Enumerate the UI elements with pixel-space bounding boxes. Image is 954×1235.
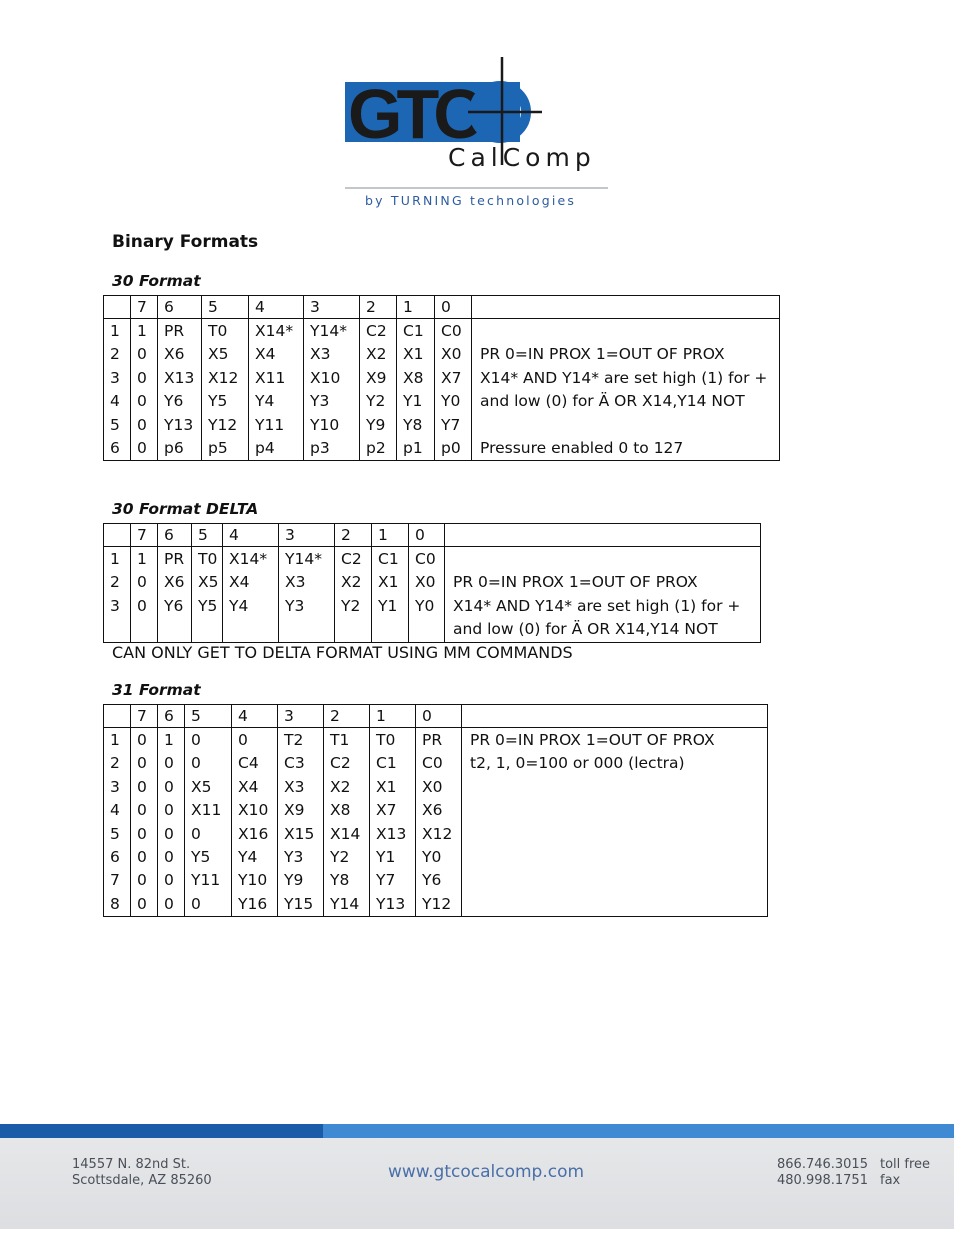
header-cell: [104, 524, 131, 547]
bit-cell: X13: [376, 824, 407, 843]
bit-column: [232, 728, 278, 917]
bit-cell: X2: [341, 573, 362, 592]
bit-cell: X14: [330, 824, 361, 843]
bit-cell: 0: [137, 894, 147, 913]
bit-cell: X6: [164, 345, 185, 364]
header-cell: 2: [335, 524, 372, 547]
bit-cell: Y13: [376, 894, 406, 913]
bit-cell: 1: [164, 731, 174, 749]
bit-cell: Y7: [376, 871, 396, 890]
table-title-30-format: 30 Format: [112, 272, 201, 290]
footer-phone-labels: toll free fax: [880, 1157, 931, 1188]
bit-cell: p1: [403, 439, 423, 458]
bit-cell: C0: [441, 322, 462, 340]
header-cell: 2: [360, 296, 397, 319]
header-cell: 5: [202, 296, 249, 319]
description-line: [480, 414, 771, 437]
bit-cell: 5: [110, 415, 120, 434]
header-cell: 1: [370, 705, 416, 728]
gtco-calcomp-logo: [340, 55, 620, 215]
bit-column: [335, 547, 372, 643]
bit-cell: X12: [422, 824, 453, 843]
bit-cell: 0: [137, 777, 147, 796]
description-cell: [472, 319, 780, 461]
description-line: and low (0) for Ä OR X14,Y14 NOT: [480, 392, 745, 411]
table-header-row: [104, 524, 761, 547]
bit-cell: Y13: [164, 415, 194, 434]
bit-column: [104, 728, 131, 917]
header-cell: 4: [223, 524, 279, 547]
header-cell: 2: [324, 705, 370, 728]
bit-cell: Y5: [208, 392, 228, 411]
bit-cell: Y3: [310, 392, 330, 411]
bit-cell: X4: [238, 777, 259, 796]
bit-cell: Y3: [285, 596, 305, 615]
bit-cell: X1: [376, 777, 397, 796]
bit-cell: p5: [208, 439, 228, 458]
bit-column: [416, 728, 462, 917]
bit-cell: Y0: [441, 392, 461, 411]
bit-cell: Y3: [284, 848, 304, 867]
header-cell: 4: [232, 705, 278, 728]
bit-cell: p0: [441, 439, 461, 458]
bit-cell: Y5: [198, 596, 218, 615]
bit-cell: 2: [110, 573, 120, 592]
bit-cell: X14*: [255, 322, 294, 340]
bit-cell: C1: [378, 550, 399, 568]
bit-cell: C4: [238, 754, 259, 773]
description-line: X14* AND Y14* are set high (1) for +: [453, 596, 741, 615]
bit-cell: X10: [238, 801, 269, 820]
description-line: t2, 1, 0=100 or 000 (lectra): [470, 754, 685, 773]
table-body-row: [104, 728, 768, 917]
page-footer: [0, 1124, 954, 1235]
bit-cell: T2: [284, 731, 304, 749]
bit-cell: Y9: [284, 871, 304, 890]
bit-column: [158, 319, 202, 461]
bit-cell: p4: [255, 439, 275, 458]
bit-column: [131, 728, 158, 917]
bit-cell: X1: [378, 573, 399, 592]
bit-column: [185, 728, 232, 917]
bit-cell: 0: [137, 824, 147, 843]
bit-cell: p6: [164, 439, 184, 458]
header-cell: 5: [192, 524, 223, 547]
bit-cell: 4: [110, 801, 120, 820]
bit-column: [104, 319, 131, 461]
bit-cell: Y1: [376, 848, 396, 867]
header-cell: 6: [158, 296, 202, 319]
bit-cell: Y2: [341, 596, 361, 615]
footer-phone: 866.746.3015: [777, 1157, 868, 1172]
bit-cell: X12: [208, 368, 239, 387]
header-cell: 6: [158, 524, 192, 547]
bit-cell: Y4: [238, 848, 258, 867]
bit-cell: 1: [110, 322, 120, 340]
description-line: PR 0=IN PROX 1=OUT OF PROX: [470, 731, 715, 749]
bit-cell: 1: [110, 550, 120, 568]
svg-text:GTC: GTC: [348, 75, 478, 153]
header-cell: 1: [372, 524, 409, 547]
table-30-format-delta: [103, 523, 761, 643]
bit-cell: Y11: [191, 871, 221, 890]
header-cell: 1: [397, 296, 435, 319]
description-line: PR 0=IN PROX 1=OUT OF PROX: [480, 345, 725, 364]
bit-cell: X7: [441, 368, 462, 387]
bit-column: [104, 547, 131, 643]
bit-cell: Y14*: [310, 322, 347, 340]
bit-cell: Y12: [208, 415, 238, 434]
table-title-31-format: 31 Format: [112, 681, 201, 699]
bit-cell: 3: [110, 777, 120, 796]
bit-cell: 0: [137, 596, 147, 615]
bit-cell: 0: [164, 754, 174, 773]
bit-column: [360, 319, 397, 461]
bit-cell: C2: [330, 754, 351, 773]
bit-cell: Y16: [238, 894, 268, 913]
bit-cell: C3: [284, 754, 305, 773]
bit-cell: Y8: [403, 415, 423, 434]
header-cell: 7: [131, 524, 158, 547]
description-line: PR 0=IN PROX 1=OUT OF PROX: [453, 573, 698, 592]
delta-format-note: CAN ONLY GET TO DELTA FORMAT USING MM COMMANDS: [112, 643, 573, 662]
bit-cell: 3: [110, 596, 120, 615]
footer-fax: 480.998.1751: [777, 1173, 868, 1188]
footer-address: 14557 N. 82nd St. Scottsdale, AZ 85260: [72, 1157, 212, 1188]
bit-cell: PR: [164, 550, 185, 568]
bit-cell: X4: [255, 345, 276, 364]
bit-cell: 7: [110, 871, 120, 890]
bit-cell: 0: [164, 871, 174, 890]
bit-cell: X8: [403, 368, 424, 387]
header-cell: [462, 705, 768, 728]
bit-cell: 0: [164, 894, 174, 913]
bit-cell: X9: [366, 368, 387, 387]
bit-cell: PR: [422, 731, 443, 749]
bit-cell: Y4: [255, 392, 275, 411]
bit-column: [372, 547, 409, 643]
header-cell: 3: [279, 524, 335, 547]
footer-bar-dark: [0, 1124, 323, 1138]
bit-cell: 5: [110, 824, 120, 843]
bit-cell: X5: [191, 777, 212, 796]
bit-cell: Y10: [238, 871, 268, 890]
bit-cell: Y12: [422, 894, 452, 913]
bit-cell: 0: [164, 777, 174, 796]
bit-cell: Y1: [378, 596, 398, 615]
bit-column: [435, 319, 472, 461]
bit-cell: 2: [110, 345, 120, 364]
bit-cell: PR: [164, 322, 185, 340]
page-heading: Binary Formats: [112, 232, 259, 252]
bit-column: [304, 319, 360, 461]
footer-bar-light: [323, 1124, 954, 1138]
bit-column: [409, 547, 445, 643]
bit-cell: 0: [137, 731, 147, 749]
header-cell: [104, 296, 131, 319]
header-cell: 3: [278, 705, 324, 728]
table-31-format: [103, 704, 768, 917]
header-cell: 0: [435, 296, 472, 319]
bit-cell: X8: [330, 801, 351, 820]
bit-cell: Y1: [403, 392, 423, 411]
bit-cell: X15: [284, 824, 315, 843]
bit-cell: X0: [441, 345, 462, 364]
bit-column: [131, 319, 158, 461]
bit-cell: Y2: [366, 392, 386, 411]
bit-column: [192, 547, 223, 643]
bit-cell: X11: [191, 801, 222, 820]
bit-cell: X6: [422, 801, 443, 820]
bit-column: [158, 728, 185, 917]
header-cell: 7: [131, 296, 158, 319]
bit-cell: 0: [137, 848, 147, 867]
bit-cell: 0: [137, 439, 147, 458]
description-line: X14* AND Y14* are set high (1) for +: [480, 368, 768, 387]
header-cell: 6: [158, 705, 185, 728]
footer-phone-numbers: [777, 1157, 868, 1189]
bit-cell: T1: [330, 731, 350, 749]
bit-cell: 0: [191, 754, 201, 773]
bit-cell: Y0: [422, 848, 442, 867]
bit-cell: X4: [229, 573, 250, 592]
bit-cell: 0: [137, 392, 147, 411]
bit-cell: 6: [110, 848, 120, 867]
description-line: Pressure enabled 0 to 127: [480, 438, 684, 457]
bit-column: [223, 547, 279, 643]
header-cell: [445, 524, 761, 547]
bit-cell: 0: [137, 415, 147, 434]
table-body-row: [104, 547, 761, 643]
bit-column: [131, 547, 158, 643]
bit-cell: 1: [137, 322, 147, 340]
bit-cell: X5: [198, 573, 219, 592]
bit-cell: X13: [164, 368, 195, 387]
bit-cell: 0: [164, 801, 174, 820]
table-header-row: [104, 296, 780, 319]
bit-cell: X6: [164, 573, 185, 592]
bit-cell: X5: [208, 345, 229, 364]
table-30-format: [103, 295, 780, 461]
header-cell: [104, 705, 131, 728]
bit-column: [279, 547, 335, 643]
bit-cell: 0: [137, 754, 147, 773]
bit-cell: X0: [422, 777, 443, 796]
footer-website-link[interactable]: www.gtcocalcomp.com: [388, 1162, 585, 1182]
bit-cell: Y6: [164, 392, 184, 411]
bit-cell: 0: [191, 894, 201, 913]
bit-cell: Y9: [366, 415, 386, 434]
bit-cell: Y11: [255, 415, 285, 434]
description-line: [480, 320, 771, 343]
bit-cell: T0: [208, 322, 228, 340]
bit-cell: 0: [191, 824, 201, 843]
bit-cell: 0: [137, 801, 147, 820]
bit-cell: X9: [284, 801, 305, 820]
bit-cell: 0: [137, 871, 147, 890]
bit-cell: Y2: [330, 848, 350, 867]
header-cell: [472, 296, 780, 319]
bit-cell: Y14*: [285, 550, 322, 568]
bit-cell: C1: [403, 322, 424, 340]
bit-cell: Y15: [284, 894, 314, 913]
bit-cell: Y7: [441, 415, 461, 434]
bit-cell: 4: [110, 392, 120, 411]
table-body-row: [104, 319, 780, 461]
table-header-row: [104, 705, 768, 728]
bit-cell: 0: [137, 368, 147, 387]
bit-cell: X1: [403, 345, 424, 364]
description-cell: [445, 547, 761, 643]
header-cell: 5: [185, 705, 232, 728]
bit-cell: p2: [366, 439, 386, 458]
bit-cell: T0: [198, 550, 218, 568]
bit-cell: 3: [110, 368, 120, 387]
bit-cell: 2: [110, 754, 120, 773]
bit-cell: 6: [110, 439, 120, 458]
bit-cell: p3: [310, 439, 330, 458]
svg-text:CalComp: CalComp: [448, 143, 596, 172]
description-line: and low (0) for Ä OR X14,Y14 NOT: [453, 620, 718, 639]
description-line: [453, 548, 752, 571]
bit-column: [397, 319, 435, 461]
svg-text:by TURNING technologies: by TURNING technologies: [365, 193, 577, 208]
bit-cell: Y8: [330, 871, 350, 890]
header-cell: 4: [249, 296, 304, 319]
bit-cell: X3: [285, 573, 306, 592]
bit-column: [249, 319, 304, 461]
bit-column: [158, 547, 192, 643]
bit-cell: X3: [284, 777, 305, 796]
table-title-30-format-delta: 30 Format DELTA: [112, 500, 259, 518]
bit-cell: 0: [238, 731, 248, 749]
bit-cell: 0: [164, 824, 174, 843]
bit-cell: C2: [341, 550, 362, 568]
header-cell: 0: [409, 524, 445, 547]
bit-cell: 1: [137, 550, 147, 568]
header-cell: 7: [131, 705, 158, 728]
bit-cell: Y5: [191, 848, 211, 867]
bit-cell: C1: [376, 754, 397, 773]
bit-cell: C2: [366, 322, 387, 340]
bit-cell: X2: [330, 777, 351, 796]
bit-cell: 0: [137, 345, 147, 364]
bit-cell: C0: [415, 550, 436, 568]
bit-cell: C0: [422, 754, 443, 773]
bit-cell: Y14: [330, 894, 360, 913]
bit-cell: X10: [310, 368, 341, 387]
bit-cell: X16: [238, 824, 269, 843]
header-cell: 3: [304, 296, 360, 319]
bit-cell: 0: [191, 731, 201, 749]
bit-column: [202, 319, 249, 461]
bit-cell: Y0: [415, 596, 435, 615]
bit-cell: Y6: [164, 596, 184, 615]
bit-column: [324, 728, 370, 917]
bit-cell: 1: [110, 731, 120, 749]
bit-cell: X14*: [229, 550, 268, 568]
bit-cell: X3: [310, 345, 331, 364]
bit-cell: 0: [137, 573, 147, 592]
bit-column: [278, 728, 324, 917]
bit-cell: T0: [376, 731, 396, 749]
bit-cell: Y4: [229, 596, 249, 615]
bit-cell: X2: [366, 345, 387, 364]
description-cell: [462, 728, 768, 917]
bit-cell: 0: [164, 848, 174, 867]
bit-cell: X11: [255, 368, 286, 387]
bit-cell: Y10: [310, 415, 340, 434]
bit-cell: 8: [110, 894, 120, 913]
bit-cell: X0: [415, 573, 436, 592]
bit-cell: X7: [376, 801, 397, 820]
bit-cell: Y6: [422, 871, 442, 890]
bit-column: [370, 728, 416, 917]
header-cell: 0: [416, 705, 462, 728]
